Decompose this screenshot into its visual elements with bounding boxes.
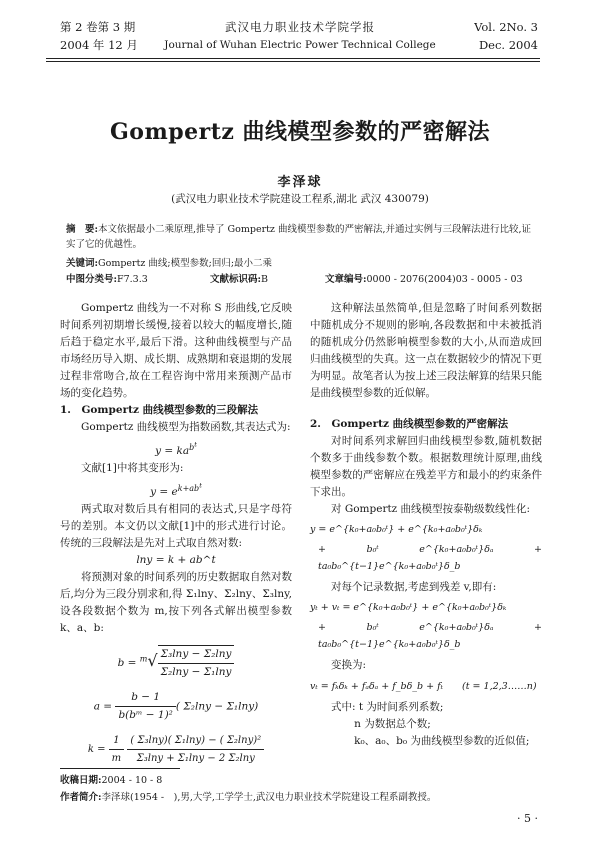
header-journal-en: Journal of Wuhan Electric Power Technical College bbox=[164, 39, 436, 51]
equation-4b: + b₀ᵗ e^{k₀+a₀b₀ᵗ}δₐ + ta₀b₀^{t−1}e^{k₀+a₀b₀ᵗ}δ_b bbox=[318, 544, 542, 572]
left-intro-paragraph: Gompertz 曲线为一不对称 S 形曲线,它反映时间系列初期增长缓慢,接着以较大的幅度增长,随后趋于稳定水平,最后下滑。这种曲线模型与产品市场经历导入期、成长期、成熟期和衰退期的发展过程非常吻合,故在工程咨询中常用来预测产品市场的变化趋势。 bbox=[60, 302, 292, 399]
bio-label: 作者简介: bbox=[60, 792, 102, 803]
equation-b-denominator: Σ₂lny − Σ₁lny bbox=[160, 666, 232, 679]
clc-label: 中图分类号: bbox=[66, 274, 118, 285]
equation-a-denominator: b(bᵐ − 1)² bbox=[118, 709, 173, 722]
equation-k bbox=[60, 732, 292, 767]
left-paragraph-5: 将预测对象的时间系列的历史数据取自然对数后,均分为三段分别求和,得 Σ₁lny、Σ₂lny、Σ₃lny,设各段数据个数为 m,按下列各式解出模型参数 k、a、b: bbox=[60, 571, 292, 635]
keywords-text: Gompertz 曲线;模型参数;回归;最小二乘 bbox=[98, 258, 273, 269]
clc-value: F7.3.3 bbox=[117, 274, 148, 285]
equation-a bbox=[60, 689, 292, 724]
keywords bbox=[66, 256, 536, 271]
right-paragraph-2: 对时间系列求解回归曲线模型参数,随机数据个数多于曲线参数个数。根据数理统计原理,曲线模型参数的严密解应在残差平方和最小的约束条件下求出。 bbox=[310, 435, 542, 498]
equation-b-lhs: b = bbox=[117, 657, 137, 670]
header-journal-cn: 武汉电力职业技术学院学报 bbox=[225, 20, 375, 34]
bio-text: 李泽球(1954 - ),男,大学,工学学士,武汉电力职业技术学院建设工程系副教授。 bbox=[101, 792, 437, 803]
received-value: 2004 - 10 - 8 bbox=[101, 775, 163, 786]
abstract-text: 本文依据最小二乘原理,推导了 Gompertz 曲线模型参数的严密解法,并通过实例与三段解法进行比较,证实了它的优越性。 bbox=[66, 224, 531, 250]
header-vol-issue: 第 2 卷第 3 期 bbox=[60, 20, 136, 34]
page-number: · 5 · bbox=[517, 812, 538, 825]
equation-k-lhs: k = bbox=[87, 744, 106, 756]
equation-b-root-index: m bbox=[139, 654, 148, 664]
clc bbox=[66, 272, 148, 287]
footnote-rule bbox=[60, 768, 180, 769]
paper-title: Gompertz 曲线模型参数的严密解法 bbox=[109, 119, 491, 145]
equation-a-lhs: a = bbox=[93, 700, 113, 713]
equation-1: $y = ka^{b^t}$ bbox=[155, 440, 197, 458]
left-paragraph-2: Gompertz 曲线模型为指数函数,其表达式为: bbox=[81, 421, 291, 433]
equation-k-coef-denominator: m bbox=[111, 753, 122, 765]
equation-k-denominator: Σ₃lny + Σ₁lny − 2 Σ₂lny bbox=[136, 753, 255, 765]
equation-2: $y = e^{k+ab^t}$ bbox=[150, 481, 202, 499]
header-date-cn: 2004 年 12 月 bbox=[60, 38, 138, 52]
received-label: 收稿日期: bbox=[60, 775, 102, 786]
abstract bbox=[66, 222, 536, 252]
left-column bbox=[60, 300, 292, 768]
equation-a-tail: ( Σ₂lny − Σ₁lny) bbox=[175, 700, 259, 713]
left-paragraph-4: 两式取对数后具有相同的表达式,只是字母符号的差别。本文仍以文献[1]中的形式进行讨论。传统的三段解法是先对上式取自然对数: bbox=[60, 503, 292, 550]
equation-5b: + b₀ᵗ e^{k₀+a₀b₀ᵗ}δₐ + ta₀b₀^{t−1}e^{k₀+a₀b₀ᵗ}δ_b bbox=[318, 622, 542, 650]
equation-4a: y = e^{k₀+a₀b₀ᵗ} + e^{k₀+a₀b₀ᵗ}δₖ bbox=[310, 524, 483, 535]
article-no-label: 文章编号: bbox=[325, 274, 367, 285]
header-date-en: Dec. 2004 bbox=[478, 38, 538, 52]
right-column bbox=[310, 300, 542, 750]
article-no bbox=[325, 272, 523, 287]
left-paragraph-3: 文献[1]中将其变形为: bbox=[81, 462, 184, 475]
doc-code bbox=[210, 272, 268, 287]
equation-a-numerator: b − 1 bbox=[115, 689, 175, 707]
header-rule bbox=[46, 58, 540, 59]
right-paragraph-4: 对每个记录数据,考虑到残差 v,即有: bbox=[331, 581, 497, 593]
section-2-heading: 2. Gompertz 曲线模型参数的严密解法 bbox=[310, 418, 509, 430]
equation-3: lny = k + ab^t bbox=[136, 554, 216, 567]
equation-b: b = $^m$√ $\frac{\text{Σ₃lny − Σ₂lny}}{\text{Σ₂lny − Σ₁lny}}$ bbox=[60, 645, 292, 681]
equation-k-numerator: ( Σ₃lny)( Σ₁lny) − ( Σ₂lny)² bbox=[127, 732, 264, 750]
author-affiliation: (武汉电力职业技术学院建设工程系,湖北 武汉 430079) bbox=[171, 193, 429, 205]
equation-b-numerator: Σ₃lny − Σ₂lny bbox=[158, 646, 235, 664]
doc-code-label: 文献标识码: bbox=[210, 274, 262, 285]
right-paragraph-3: 对 Gompertz 曲线模型按泰勒级数线性化: bbox=[331, 503, 531, 515]
right-paragraph-7: n 为数据总个数; bbox=[354, 718, 431, 730]
right-paragraph-1: 这种解法虽然简单,但是忽略了时间系列数据中随机成分不规则的影响,各段数据和中未被抵消的随机成分仍然影响模型参数的大小,从而造成回归曲线模型的失真。这一点在数据较少的情况下更为明显。故笔者认为按上述三段法解算的结果只能是曲线模型参数的近似解。 bbox=[310, 302, 542, 399]
right-paragraph-8: k₀、a₀、b₀ 为曲线模型参数的近似值; bbox=[354, 735, 530, 747]
equation-k-coef-numerator: 1 bbox=[109, 732, 124, 750]
header-vol-en: Vol. 2No. 3 bbox=[474, 20, 538, 34]
keywords-label: 关键词: bbox=[66, 258, 99, 269]
right-paragraph-5: 变换为: bbox=[331, 659, 367, 671]
author-bio bbox=[60, 790, 550, 805]
right-paragraph-6: 式中: t 为时间系列系数; bbox=[331, 701, 444, 713]
doc-code-value: B bbox=[261, 274, 268, 285]
received-date bbox=[60, 773, 162, 788]
abstract-label: 摘 要: bbox=[66, 224, 99, 235]
section-1-heading: 1. Gompertz 曲线模型参数的三段解法 bbox=[60, 404, 259, 416]
equation-6: vₜ = fₖδₖ + fₐδₐ + f_bδ_b + fₜ (t = 1,2,3……n) bbox=[310, 681, 537, 692]
header-rule-thin bbox=[46, 61, 540, 62]
article-no-value: 0000 - 2076(2004)03 - 0005 - 03 bbox=[366, 274, 523, 285]
author-name: 李泽球 bbox=[277, 175, 323, 190]
equation-5a: yₜ + vₜ = e^{k₀+a₀b₀ᵗ} + e^{k₀+a₀b₀ᵗ}δₖ bbox=[310, 602, 507, 613]
